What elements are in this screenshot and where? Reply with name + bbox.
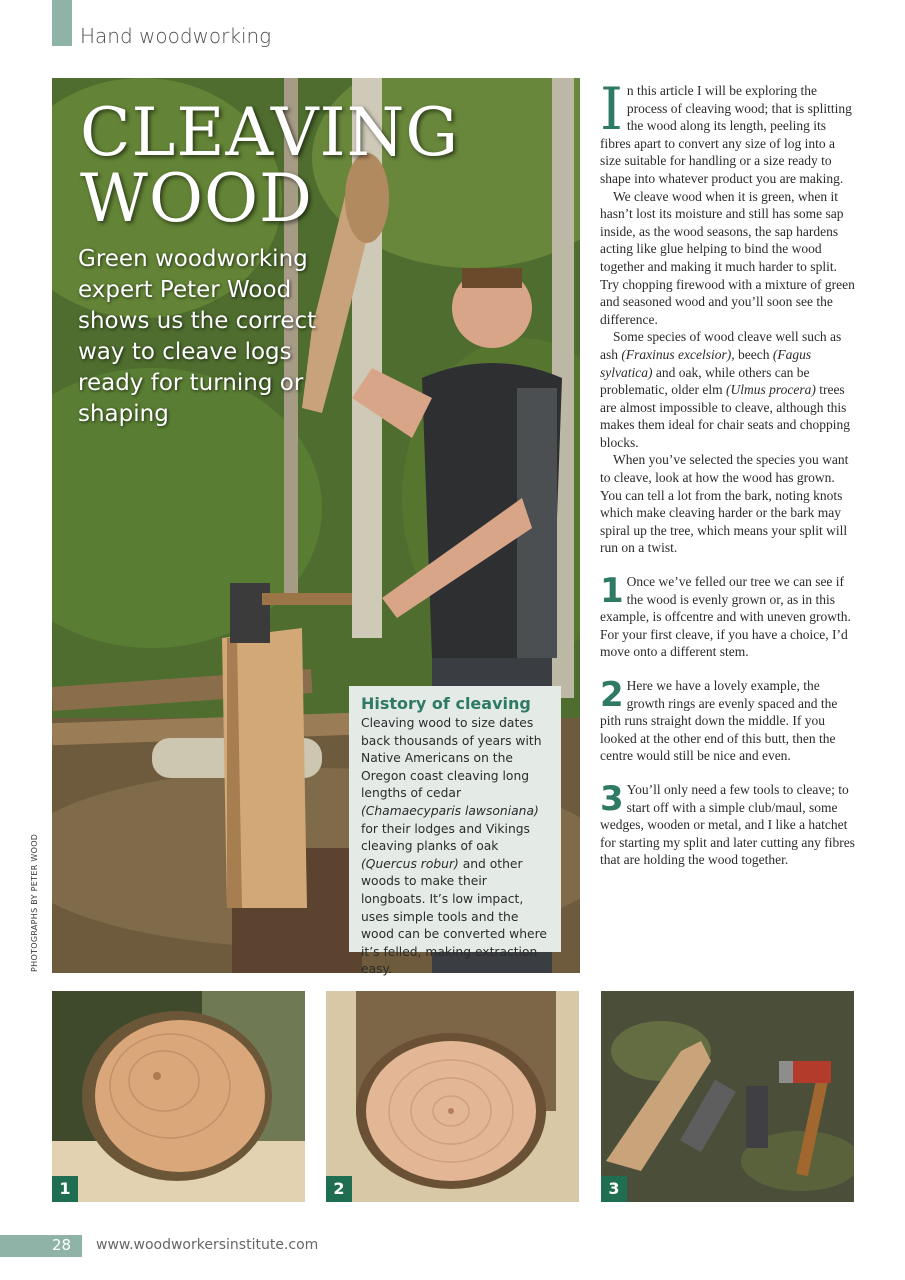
history-text-1: Cleaving wood to size dates back thousands of years with Native Americans on the Oregon coast cleaving long lengths of cedar [361, 716, 542, 801]
p3-species-beech: (Fagus sylvatica) [600, 346, 812, 380]
headline-line-2: WOOD [80, 160, 313, 237]
p3-text-e: and oak, while others can be problematic, older elm [600, 364, 810, 398]
step-3 [600, 778, 856, 869]
photo-number-badge: 2 [326, 1176, 352, 1202]
photo-1 [52, 991, 305, 1202]
step-number: 3 [600, 778, 624, 819]
step-number: 2 [600, 675, 624, 715]
step-text: You’ll only need a few tools to cleave; to start off with a simple club/maul, some wedges, wooden or metal, and I like a hatchet for starting my split and later cutting any fibres that are holding the wood together. [600, 781, 855, 868]
photo-2 [326, 991, 579, 1202]
photo-1-illustration [52, 991, 305, 1202]
history-text-3: and other woods to make their longboats. It’s low impact, uses simple tools and the wood can be converted where it’s felled, making extraction easy. [361, 856, 547, 977]
article-headline [80, 94, 460, 237]
section-label: Hand woodworking [80, 24, 272, 48]
body-column [600, 75, 856, 869]
p3-text-g: trees are almost impossible to cleave, although this makes them ideal for chair seats and chopping blocks. [600, 382, 851, 450]
step-1 [600, 573, 856, 661]
drop-cap: I [600, 75, 623, 143]
photo-2-illustration [326, 991, 579, 1202]
p3-text-a: Some species of wood cleave well such as ash [600, 329, 842, 362]
photo-3 [601, 991, 854, 1202]
step-number: 1 [600, 571, 624, 612]
history-species-1: (Chamaecyparis lawsoniana) [361, 803, 539, 818]
history-box [349, 686, 561, 977]
p3-text-c: beech [734, 346, 773, 362]
body-paragraph-1-text: n this article I will be exploring the process of cleaving wood; that is splitting the wood along its length, peeling its fibres apart to convert any size of log into a size suitable for handling or a size ready to shape into whatever product you are making. [600, 83, 852, 186]
body-paragraph-3 [600, 328, 856, 451]
body-paragraph-2: We cleave wood when it is green, when it hasn’t lost its moisture and still has some sap inside, as the wood seasons, the sap hardens acting like glue helping to bind the wood together and making it much harder to split. Try chopping firewood with a mixture of green and seasoned wood and you’ll soon see the difference. [600, 188, 855, 327]
history-title: History of cleaving [361, 694, 531, 713]
photo-number-badge: 3 [601, 1176, 627, 1202]
p3-species-ash: (Fraxinus excelsior), [621, 346, 735, 362]
step-text: Once we’ve felled our tree we can see if the wood is evenly grown or, as in this example, is offcentre and with uneven growth. For your first cleave, if you have a choice, I’d move onto a different stem. [600, 574, 851, 660]
photo-3-illustration [601, 991, 854, 1202]
photo-number-badge: 1 [52, 1176, 78, 1202]
p3-species-elm: (Ulmus procera) [725, 382, 816, 398]
history-text-2: for their lodges and Vikings cleaving planks of oak [361, 821, 530, 854]
step-text: Here we have a lovely example, the growth rings are evenly spaced and the pith runs straight down the middle. If you looked at the other end of this butt, then the centre would still be nice and even. [600, 678, 838, 764]
photo-credit: PHOTOGRAPHS BY PETER WOOD [30, 833, 39, 972]
page-number: 28 [52, 1236, 72, 1254]
footer-url[interactable]: www.woodworkersinstitute.com [96, 1237, 319, 1253]
step-2 [600, 677, 856, 765]
headline-line-1: CLEAVING [80, 94, 460, 171]
section-color-bar [52, 0, 72, 46]
history-species-2: (Quercus robur) [361, 856, 459, 871]
body-paragraph-4: When you’ve selected the species you want to cleave, look at how the wood has grown. You can tell a lot from the bark, noting knots which make cleaving harder or the bark may spiral up the tree, which means your split will run on a twist. [600, 452, 849, 556]
body-paragraph-1 [600, 75, 856, 188]
standfirst: Green woodworking expert Peter Wood shows us the correct way to cleave logs ready for turning or shaping [78, 246, 317, 427]
history-text [361, 715, 549, 979]
